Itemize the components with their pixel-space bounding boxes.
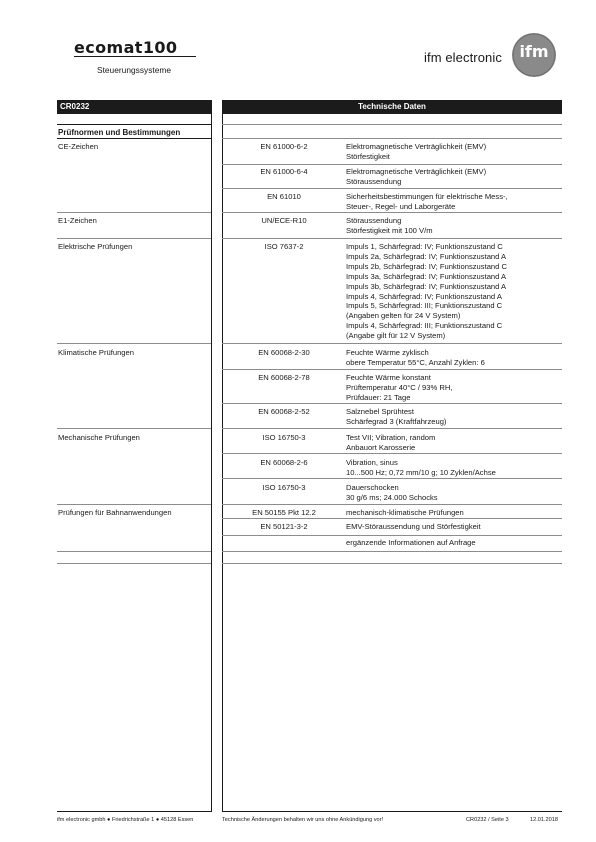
ifm-logo — [511, 32, 557, 78]
row-standard: UN/ECE-R10 — [261, 216, 307, 225]
row-label: Elektrische Prüfungen — [58, 242, 133, 251]
svg-text:ifm: ifm — [519, 42, 549, 61]
row-description: EMV-Störaussendung und Störfestigkeit — [346, 522, 481, 531]
row-standard: EN 50155 Pkt 12.2 — [252, 508, 316, 517]
row-standard: ISO 7637-2 — [264, 242, 304, 251]
footer-page: CR0232 / Seite 3 — [466, 817, 509, 823]
row-standard: EN 60068-2-30 — [258, 348, 310, 357]
ecomat100-logo — [74, 38, 198, 58]
row-description: Feuchte Wärme konstant Prüftemperatur 40°C / 93% RH, Prüfdauer: 21 Tage — [346, 373, 453, 402]
row-description: Elektromagnetische Verträglichkeit (EMV) Störfestigkeit — [346, 142, 487, 161]
row-description: mechanisch-klimatische Prüfungen — [346, 508, 464, 517]
row-description: Dauerschocken 30 g/6 ms; 24.000 Schocks — [346, 483, 438, 502]
row-label: CE-Zeichen — [58, 142, 99, 151]
row-standard: ISO 16750-3 — [262, 433, 306, 442]
product-code-header: CR0232 — [57, 100, 211, 114]
row-label: Prüfungen für Bahnanwendungen — [58, 508, 172, 517]
footer-date: 12.01.2018 — [530, 817, 558, 823]
row-standard: EN 60068-2-78 — [258, 373, 310, 382]
footer-company: ifm electronic gmbh ● Friedrichstraße 1 ● 45128 Essen — [57, 817, 194, 823]
row-description: Impuls 1, Schärfegrad: IV; Funktionszustand C Impuls 2a, Schärfegrad: IV; Funktionszustand A Impuls 2b, Schärfegrad: IV; Funktionszustand C Impuls 3a, Schärfegrad: IV; Funktionszustand A Impuls 3b, Schärfegrad: IV; Funktionszustand A Impuls 4, Schärfegrad: IV; Funktionszustand A Impuls 5, Schärfegrad: III; Funktionszustand C (Angaben gelten für 24 V System) Impuls 4, Schärfegrad: III; Funktionszustand C (Angabe gilt für 12 V System) — [346, 242, 507, 341]
row-standard: EN 60068-2-52 — [258, 407, 310, 416]
row-label: Klimatische Prüfungen — [58, 348, 134, 357]
row-standard: EN 50121-3-2 — [260, 522, 308, 531]
right-column-divider — [222, 100, 223, 812]
row-description: Feuchte Wärme zyklisch obere Temperatur 55°C, Anzahl Zyklen: 6 — [346, 348, 485, 367]
row-standard: EN 61010 — [267, 192, 301, 201]
brand-subtitle: Steuerungssysteme — [96, 65, 172, 75]
row-label: E1-Zeichen — [58, 216, 97, 225]
row-description: Salznebel Sprühtest Schärfegrad 3 (Kraftfahrzeug) — [346, 407, 447, 426]
row-description: Vibration, sinus 10...500 Hz; 0,72 mm/10 g; 10 Zyklen/Achse — [346, 458, 496, 477]
row-standard: EN 60068-2-6 — [260, 458, 308, 467]
row-standard: ISO 16750-3 — [262, 483, 306, 492]
company-name: ifm electronic — [424, 50, 502, 65]
row-description: Test VII; Vibration, random Anbauort Karosserie — [346, 433, 436, 452]
row-description: Störaussendung Störfestigkeit mit 100 V/m — [346, 216, 433, 235]
footer-notice: Technische Änderungen behalten wir uns ohne Ankündigung vor! — [222, 817, 384, 823]
row-description: Elektromagnetische Verträglichkeit (EMV) Störaussendung — [346, 167, 487, 186]
row-standard: EN 61000-6-4 — [260, 167, 308, 176]
section-title: Prüfnormen und Bestimmungen — [58, 128, 181, 137]
left-column-divider — [211, 100, 212, 812]
row-description: Sicherheitsbestimmungen für elektrische Mess-, Steuer-, Regel- und Laborgeräte — [346, 192, 508, 211]
row-label: Mechanische Prüfungen — [58, 433, 140, 442]
svg-text:ecomat100: ecomat100 — [74, 38, 178, 57]
technical-data-header: Technische Daten — [222, 100, 562, 114]
row-description: ergänzende Informationen auf Anfrage — [346, 538, 476, 547]
row-standard: EN 61000-6-2 — [260, 142, 308, 151]
